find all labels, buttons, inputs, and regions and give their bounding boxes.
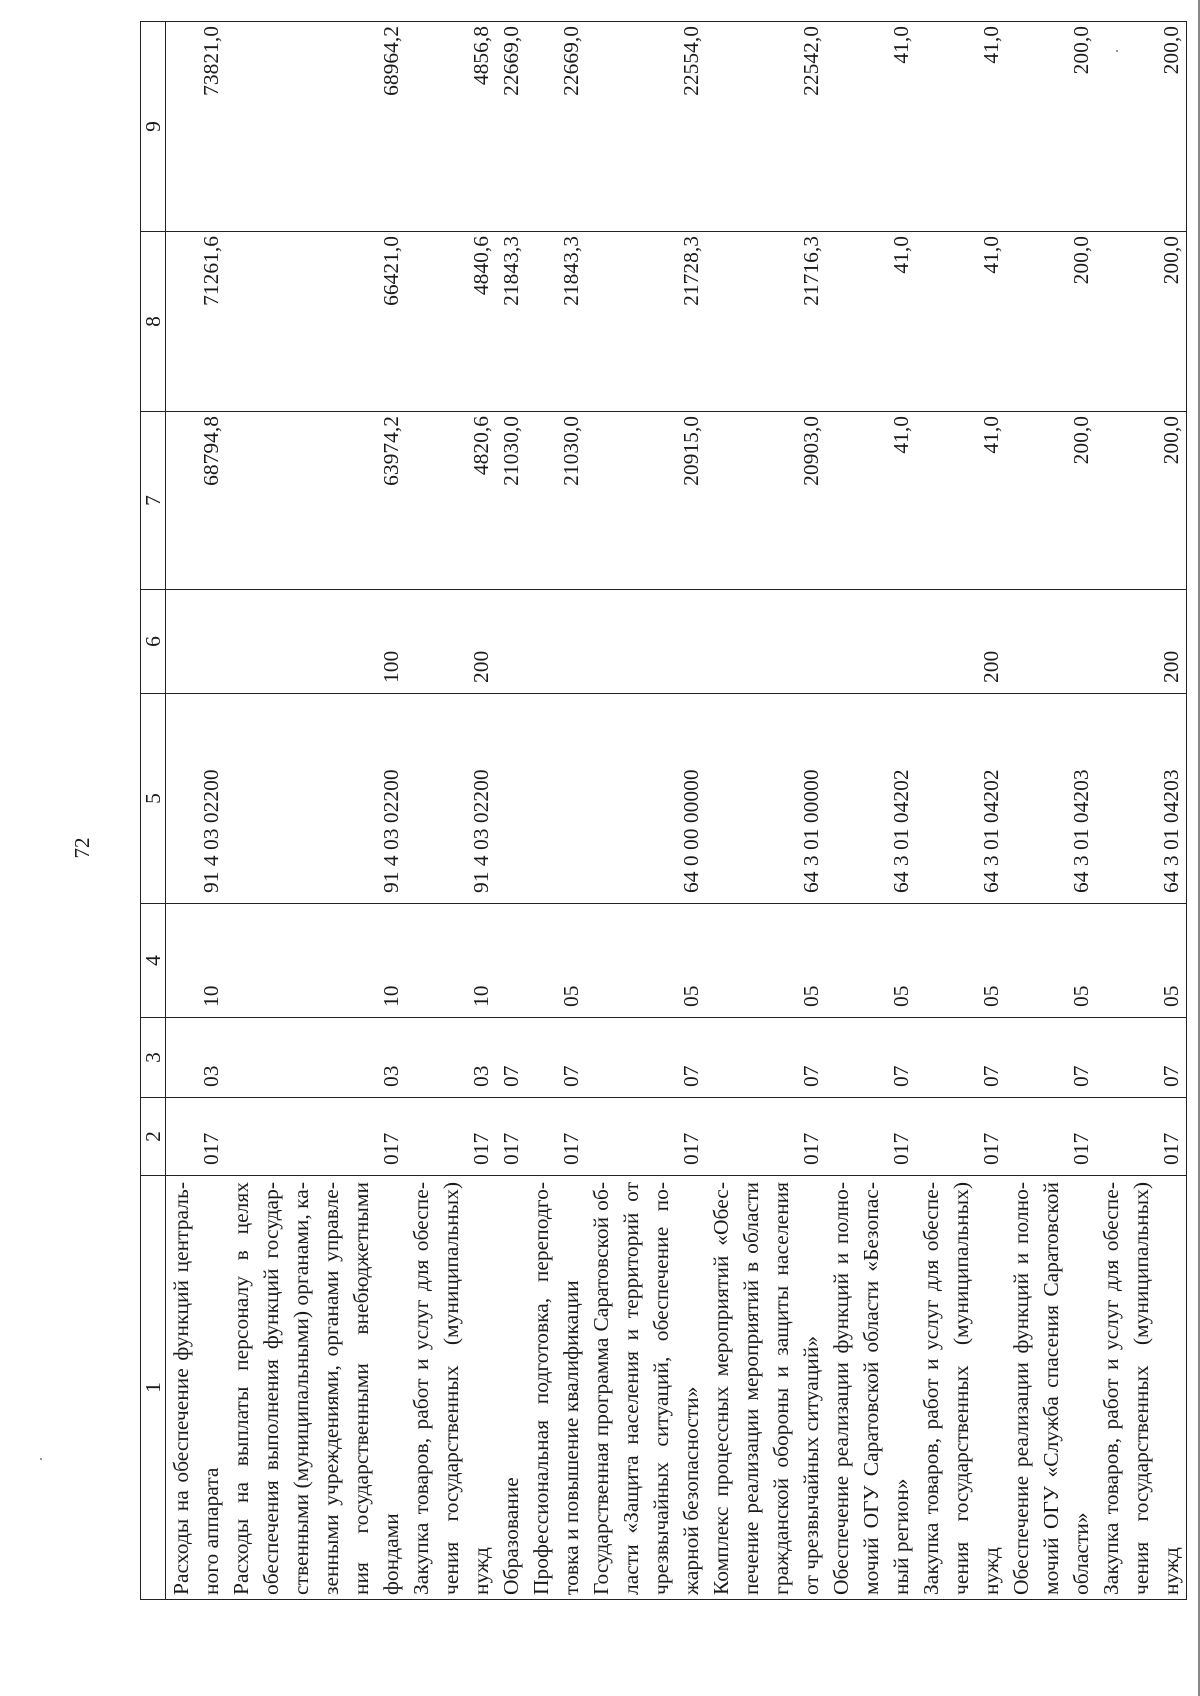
table-row xyxy=(706,22,826,1600)
row-cell-c5: 91 4 03 02200 xyxy=(226,694,406,904)
row-cell-c9: 4856,8 xyxy=(406,22,496,232)
table-row xyxy=(406,22,496,1600)
row-cell-c6 xyxy=(706,590,826,694)
row-cell-c4: 05 xyxy=(526,904,586,1018)
column-header: 5 xyxy=(141,694,166,904)
row-cell-c2: 017 xyxy=(706,1098,826,1176)
row-cell-c5: 64 3 01 00000 xyxy=(706,694,826,904)
row-cell-c8: 21843,3 xyxy=(496,232,526,412)
row-cell-c3: 07 xyxy=(706,1018,826,1098)
row-cell-c4: 05 xyxy=(826,904,916,1018)
row-cell-c7: 41,0 xyxy=(916,412,1006,590)
row-cell-c2: 017 xyxy=(1006,1098,1096,1176)
row-cell-c2: 017 xyxy=(406,1098,496,1176)
row-name-cell: Образование xyxy=(496,1176,526,1600)
row-cell-c6 xyxy=(586,590,706,694)
row-cell-c5: 64 3 01 04203 xyxy=(1006,694,1096,904)
column-header: 6 xyxy=(141,590,166,694)
row-cell-c6: 200 xyxy=(916,590,1006,694)
row-cell-c5 xyxy=(526,694,586,904)
row-cell-c8: 41,0 xyxy=(916,232,1006,412)
row-name-cell: Профессиональная подготовка, переподго-товка и повышение квалификации xyxy=(526,1176,586,1600)
row-cell-c9: 200,0 xyxy=(1006,22,1096,232)
row-cell-c2: 017 xyxy=(496,1098,526,1176)
row-name-cell: Закупка товаров, работ и услуг для обеспе-чения государственных (муниципальных) нужд xyxy=(916,1176,1006,1600)
budget-table xyxy=(140,21,1187,1600)
row-cell-c7: 63974,2 xyxy=(226,412,406,590)
row-cell-c3: 07 xyxy=(496,1018,526,1098)
row-cell-c8: 200,0 xyxy=(1006,232,1096,412)
row-cell-c6: 200 xyxy=(1096,590,1187,694)
column-header: 7 xyxy=(141,412,166,590)
row-cell-c3: 07 xyxy=(586,1018,706,1098)
row-cell-c9: 41,0 xyxy=(916,22,1006,232)
table-row xyxy=(166,22,227,1600)
row-cell-c5 xyxy=(496,694,526,904)
column-header: 8 xyxy=(141,232,166,412)
row-cell-c3: 07 xyxy=(916,1018,1006,1098)
table-row xyxy=(226,22,406,1600)
row-cell-c3: 07 xyxy=(1006,1018,1096,1098)
row-name-cell: Обеспечение реализации функций и полно-мочий ОГУ Саратовской области «Безопас-ный регион» xyxy=(826,1176,916,1600)
row-cell-c8: 66421,0 xyxy=(226,232,406,412)
row-name-cell: Закупка товаров, работ и услуг для обеспе-чения государственных (муниципальных) нужд xyxy=(406,1176,496,1600)
row-cell-c6 xyxy=(166,590,227,694)
row-cell-c3: 03 xyxy=(406,1018,496,1098)
row-name-cell: Обеспечение реализации функций и полно-мочий ОГУ «Служба спасения Саратовской области» xyxy=(1006,1176,1096,1600)
row-cell-c2: 017 xyxy=(166,1098,227,1176)
row-cell-c8: 41,0 xyxy=(826,232,916,412)
table-header-row xyxy=(141,22,166,1600)
row-cell-c2: 017 xyxy=(586,1098,706,1176)
row-cell-c5: 64 3 01 04202 xyxy=(826,694,916,904)
table-row xyxy=(916,22,1006,1600)
table-row xyxy=(826,22,916,1600)
row-cell-c7: 200,0 xyxy=(1006,412,1096,590)
row-cell-c4: 05 xyxy=(916,904,1006,1018)
row-cell-c5: 64 3 01 04202 xyxy=(916,694,1006,904)
column-header: 2 xyxy=(141,1098,166,1176)
column-header: 1 xyxy=(141,1176,166,1600)
row-cell-c3: 07 xyxy=(526,1018,586,1098)
row-cell-c6 xyxy=(496,590,526,694)
row-cell-c3: 03 xyxy=(226,1018,406,1098)
row-name-cell: Государственная программа Саратовской об-ласти «Защита населения и территорий от чрезвычайных ситуаций, обеспечение по-жарной безопасности» xyxy=(586,1176,706,1600)
page-number: 72 xyxy=(70,837,94,859)
row-cell-c2: 017 xyxy=(226,1098,406,1176)
row-cell-c4: 05 xyxy=(1096,904,1187,1018)
row-cell-c4 xyxy=(496,904,526,1018)
table-row xyxy=(526,22,586,1600)
row-cell-c9: 200,0 xyxy=(1096,22,1187,232)
row-cell-c5: 64 0 00 00000 xyxy=(586,694,706,904)
row-cell-c7: 41,0 xyxy=(826,412,916,590)
row-cell-c7: 68794,8 xyxy=(166,412,227,590)
column-header: 9 xyxy=(141,22,166,232)
row-cell-c4: 10 xyxy=(166,904,227,1018)
table-row xyxy=(1006,22,1096,1600)
row-cell-c3: 07 xyxy=(826,1018,916,1098)
row-cell-c8: 200,0 xyxy=(1096,232,1187,412)
row-cell-c2: 017 xyxy=(916,1098,1006,1176)
row-cell-c3: 03 xyxy=(166,1018,227,1098)
row-cell-c9: 22669,0 xyxy=(526,22,586,232)
row-cell-c4: 05 xyxy=(706,904,826,1018)
column-header: 4 xyxy=(141,904,166,1018)
row-name-cell: Комплекс процессных мероприятий «Обес-печение реализации мероприятий в области гражданской обороны и защиты населения от чрезвычайных ситуаций» xyxy=(706,1176,826,1600)
row-cell-c6 xyxy=(826,590,916,694)
row-cell-c5: 91 4 03 02200 xyxy=(166,694,227,904)
row-cell-c4: 05 xyxy=(586,904,706,1018)
row-cell-c8: 71261,6 xyxy=(166,232,227,412)
row-cell-c9: 68964,2 xyxy=(226,22,406,232)
row-cell-c9: 22542,0 xyxy=(706,22,826,232)
row-cell-c4: 10 xyxy=(406,904,496,1018)
table-row xyxy=(1096,22,1187,1600)
column-header: 3 xyxy=(141,1018,166,1098)
row-cell-c8: 21716,3 xyxy=(706,232,826,412)
row-cell-c7: 200,0 xyxy=(1096,412,1187,590)
table-body xyxy=(166,22,1187,1600)
row-cell-c9: 22669,0 xyxy=(496,22,526,232)
row-cell-c9: 41,0 xyxy=(826,22,916,232)
row-cell-c2: 017 xyxy=(1096,1098,1187,1176)
row-cell-c7: 21030,0 xyxy=(496,412,526,590)
row-cell-c8: 21843,3 xyxy=(526,232,586,412)
row-cell-c4: 05 xyxy=(1006,904,1096,1018)
row-cell-c6 xyxy=(526,590,586,694)
row-name-cell: Закупка товаров, работ и услуг для обеспе-чения государственных (муниципальных) нужд xyxy=(1096,1176,1187,1600)
row-cell-c7: 20915,0 xyxy=(586,412,706,590)
row-cell-c8: 21728,3 xyxy=(586,232,706,412)
row-cell-c2: 017 xyxy=(826,1098,916,1176)
row-cell-c7: 4820,6 xyxy=(406,412,496,590)
row-cell-c7: 21030,0 xyxy=(526,412,586,590)
row-cell-c2: 017 xyxy=(526,1098,586,1176)
row-cell-c9: 73821,0 xyxy=(166,22,227,232)
row-name-cell: Расходы на обеспечение функций централь-ного аппарата xyxy=(166,1176,227,1600)
row-cell-c7: 20903,0 xyxy=(706,412,826,590)
table-row xyxy=(496,22,526,1600)
row-cell-c9: 22554,0 xyxy=(586,22,706,232)
row-cell-c6: 100 xyxy=(226,590,406,694)
row-cell-c6: 200 xyxy=(406,590,496,694)
row-cell-c3: 07 xyxy=(1096,1018,1187,1098)
row-cell-c6 xyxy=(1006,590,1096,694)
table-row xyxy=(586,22,706,1600)
row-cell-c5: 91 4 03 02200 xyxy=(406,694,496,904)
row-cell-c4: 10 xyxy=(226,904,406,1018)
row-name-cell: Расходы на выплаты персоналу в целях обеспечения выполнения функций государ-ственными (муниципальными) органами, ка-зенными учреждениями, органами управле-ния государственными внебюджетными фондами xyxy=(226,1176,406,1600)
row-cell-c8: 4840,6 xyxy=(406,232,496,412)
row-cell-c5: 64 3 01 04203 xyxy=(1096,694,1187,904)
